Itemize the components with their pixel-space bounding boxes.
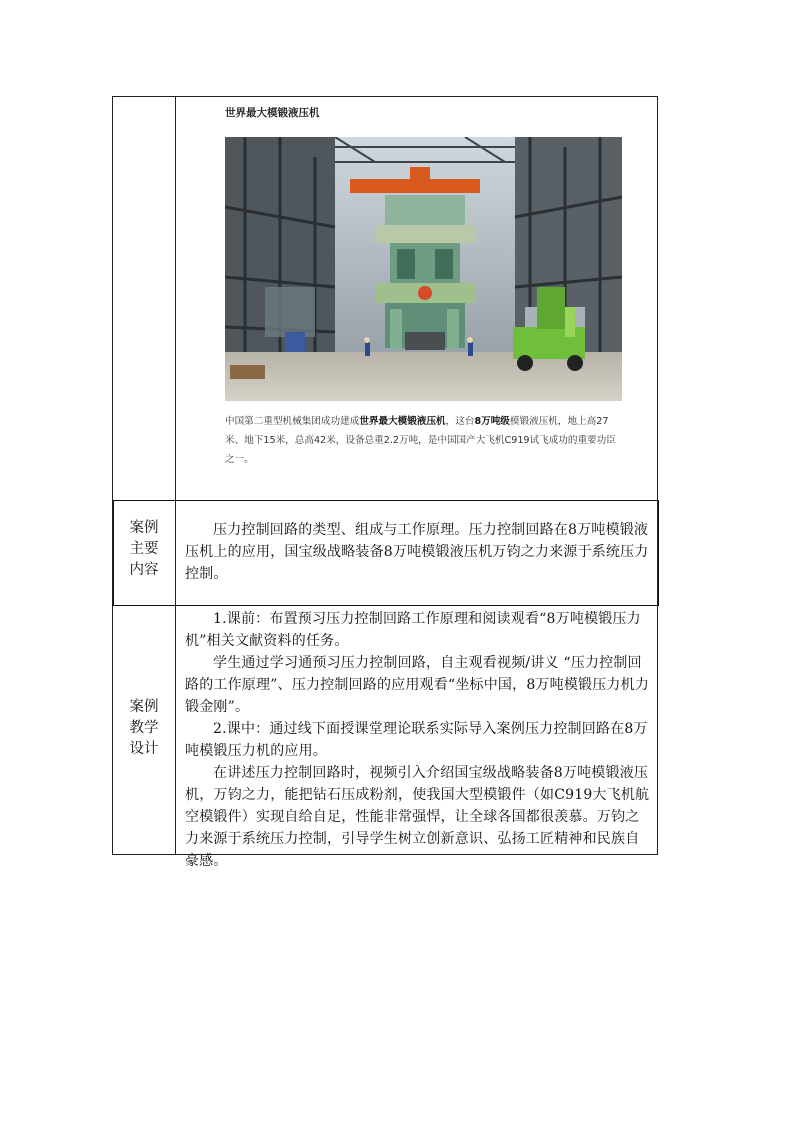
- photo-caption: 中国第二重型机械集团成功建成世界最大模锻液压机，这台8万吨级模锻液压机，地上高27米、地下15米，总高42米，设备总重2.2万吨，是中国国产大飞机C919试飞成功的重要功臣之一。: [225, 416, 616, 465]
- forging-press-photo: [225, 137, 622, 401]
- row-label-main-content: 案例 主要 内容: [129, 520, 159, 578]
- forging-press-image: [225, 137, 622, 401]
- design-paragraph-4: 在讲述压力控制回路时，视频引入介绍国宝级战略装备8万吨模锻液压机，万钧之力，能把钻石压成粉剂，使我国大型模锻件（如C919大飞机航空模锻件）实现自给自足，性能非常强悍，让全球各国都很羡慕。万钧之力来源于系统压力控制，引导学生树立创新意识、弘扬工匠精神和民族自豪感。: [185, 765, 650, 869]
- teaching-design-cell: [185, 608, 653, 872]
- design-paragraph-1: 1.课前：布置预习压力控制回路工作原理和阅读观看“8万吨模锻压力机”相关文献资料的任务。: [185, 611, 641, 649]
- case-table: [112, 96, 658, 869]
- row-label-teaching-design: 案例 教学 设计: [129, 699, 159, 757]
- design-paragraph-2: 学生通过学习通预习压力控制回路，自主观看视频/讲义 “压力控制回路的工作原理”、压力控制回路的应用观看“坐标中国，8万吨模锻压力机力锻金刚”。: [185, 655, 650, 715]
- design-paragraph-3: 2.课中：通过线下面授课堂理论联系实际导入案例压力控制回路在8万吨模锻压力机的应用。: [185, 721, 648, 759]
- main-content-paragraph: 压力控制回路的类型、组成与工作原理。压力控制回路在8万吨模锻液压机上的应用，国宝级战略装备8万吨模锻液压机万钧之力来源于系统压力控制。: [185, 522, 649, 582]
- photo-title: 世界最大模锻液压机: [225, 107, 320, 119]
- main-content-cell: [185, 519, 653, 585]
- column-divider: [175, 97, 176, 854]
